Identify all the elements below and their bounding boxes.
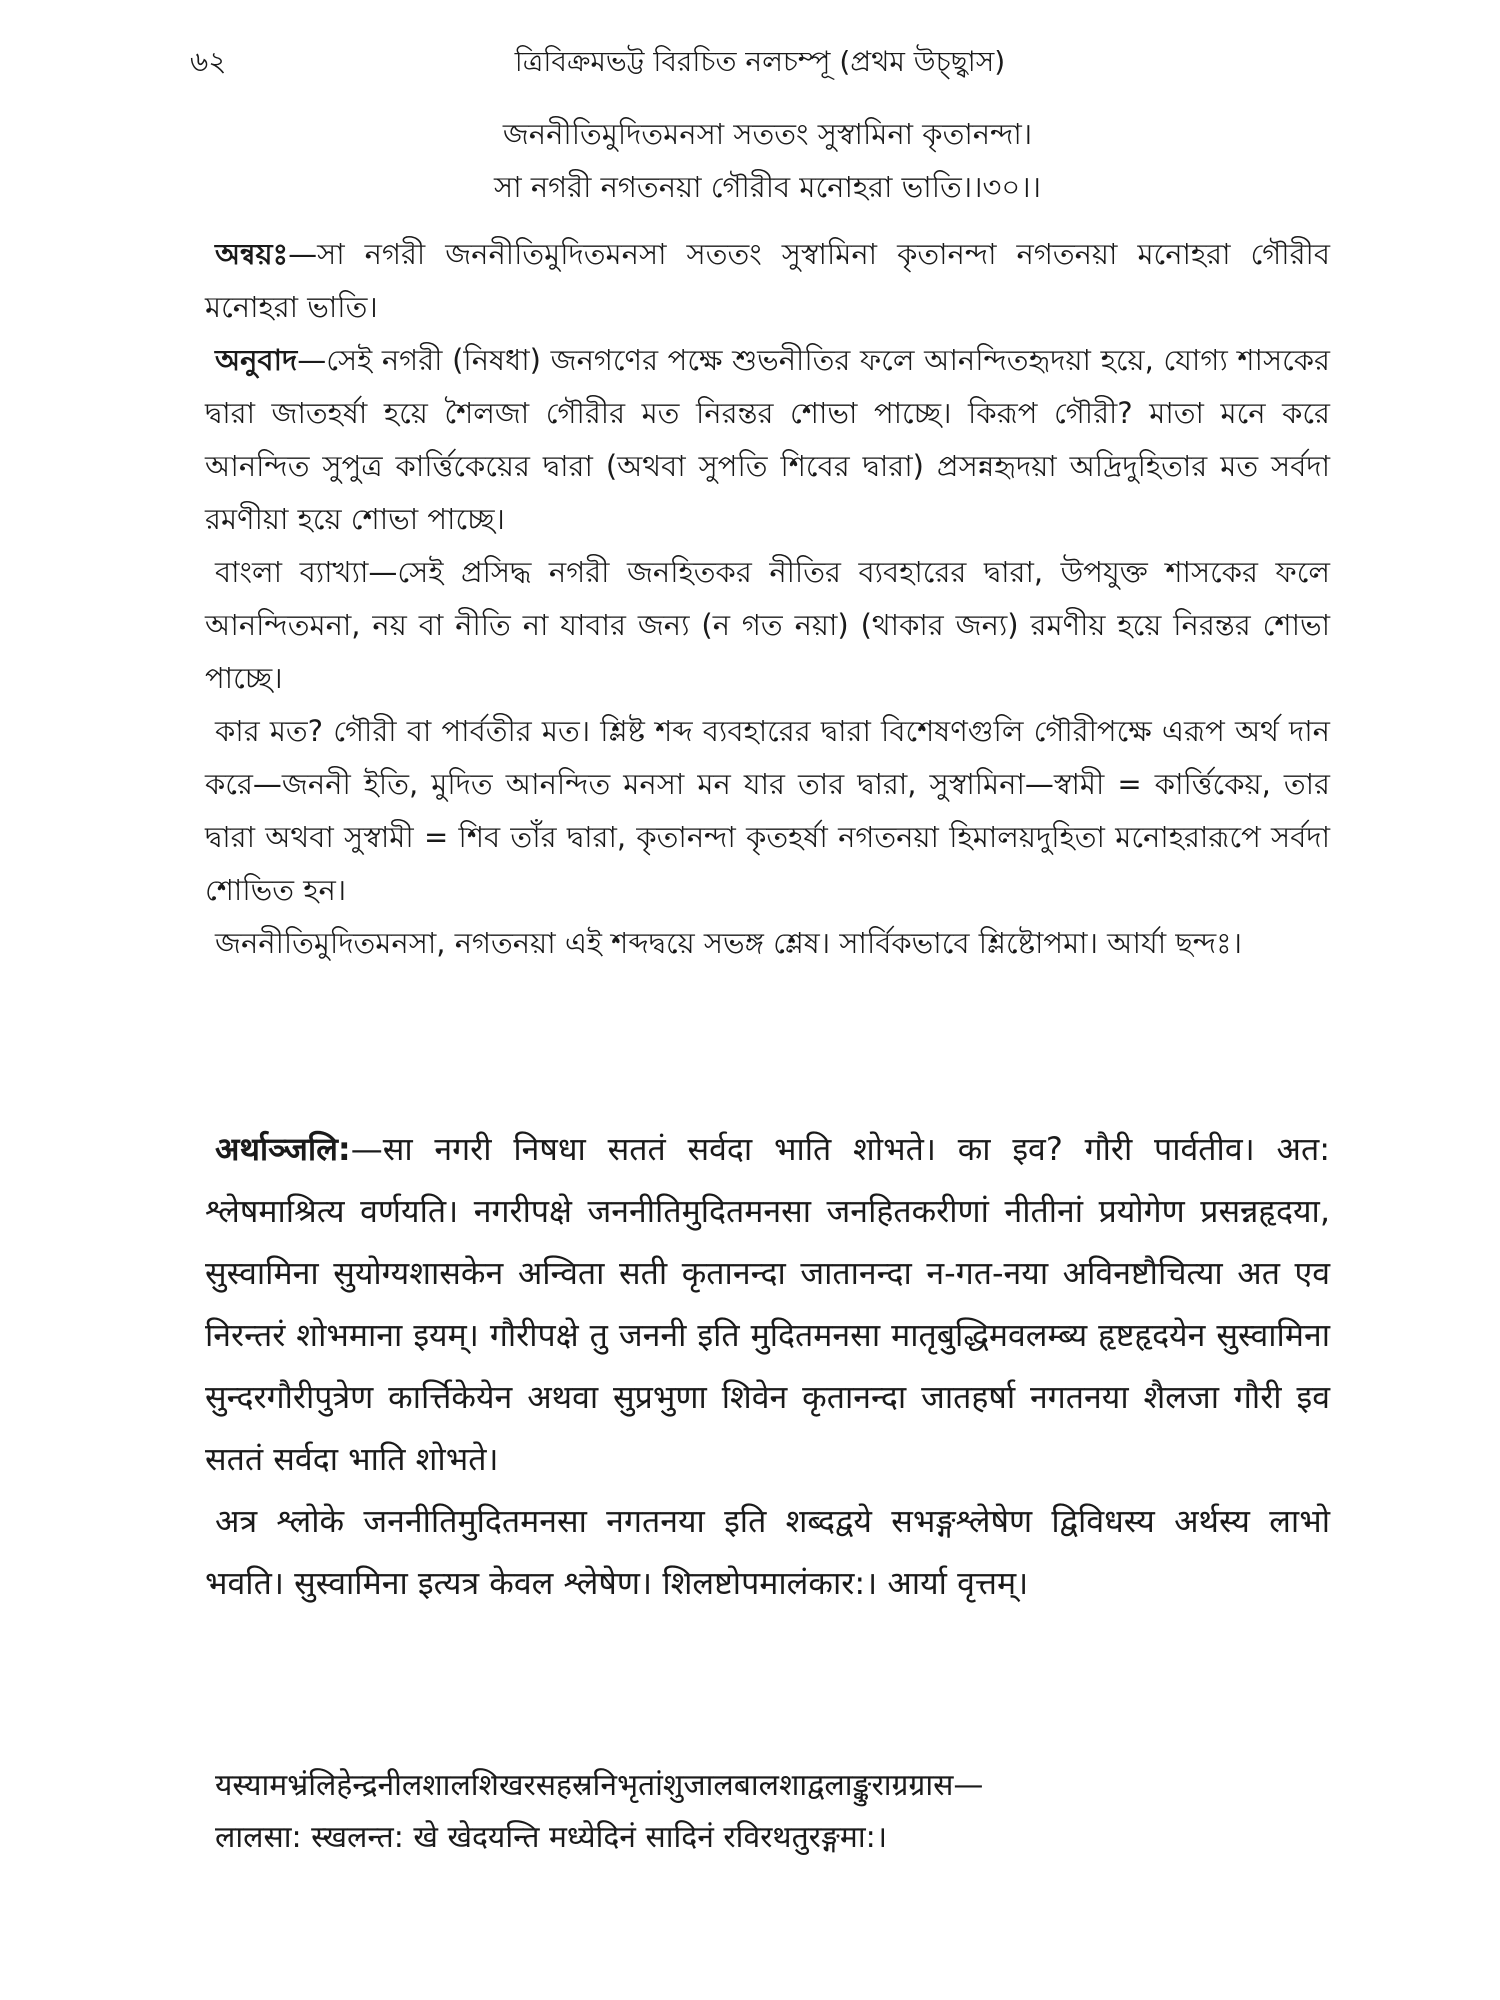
page-number: ৬২: [190, 45, 227, 78]
atra-shloke-paragraph: अत्र श्लोके जननीतिमुदितमनसा नगतनया इति शब्दद्वये सभङ्गश्लेषेण द्विविधस्य अर्थस्य लाभो भवति। सुस्वामिना इत्यत्र केवल श्लेषेण। शिलष्टोपमालंकार:। आर्या वृत्तम्।: [205, 1502, 1330, 1602]
page-header: [190, 40, 1330, 90]
bangla-vyakhya-paragraph: বাংলা ব্যাখ্যা—সেই প্রসিদ্ধ নগরী জনহিতকর নীতির ব্যবহারের দ্বারা, উপযুক্ত শাসকের ফলে আনন্দিতমনা, নয় বা নীতি না যাবার জন্য (ন গত নয়া) (থাকার জন্য) রমণীয় হয়ে নিরন্তর শোভা পাচ্ছে।: [205, 555, 1330, 695]
anvaya-label: অন্বয়ঃ: [215, 237, 289, 271]
arthanjali-paragraph: [205, 1118, 1330, 1490]
anvaya-paragraph: [205, 228, 1330, 334]
arthanjali-label: अर्थाञ्जलि:: [215, 1130, 351, 1168]
verse-30: [205, 108, 1330, 214]
bengali-commentary: [205, 228, 1330, 970]
anvaya-text: —সা নগরী জননীতিমুদিতমনসা সততং সুস্বামিনা কৃতানন্দা নগতনয়া মনোহরা গৌরীব মনোহরা ভাতি।: [205, 237, 1330, 324]
shlesh-note-paragraph: জননীতিমুদিতমনসা, নগতনয়া এই শব্দদ্বয়ে সভঙ্গ শ্লেষ। সার্বিকভাবে শ্লিষ্টোপমা। আর্যা ছন্দঃ।: [215, 926, 1243, 960]
next-verse-line-2: लालसा: स्खलन्त: खे खेदयन्ति मध्येदिनं सादिनं रविरथतुरङ्गमा:।: [215, 1820, 888, 1855]
anubad-paragraph: [205, 334, 1330, 546]
verse-line-1: জননীতিমুদিতমনসা সততং সুস্বামিনা কৃতানন্দা।: [502, 117, 1033, 151]
anubad-text: —সেই নগরী (নিষধা) জনগণের পক্ষে শুভনীতির ফলে আনন্দিতহৃদয়া হয়ে, যোগ্য শাসকের দ্বারা জাতহর্ষা হয়ে শৈলজা গৌরীর মত নিরন্তর শোভা পাচ্ছে। কিরূপ গৌরী? মাতা মনে করে আনন্দিত সুপুত্র কার্ত্তিকেয়ের দ্বারা (অথবা সুপতি শিবের দ্বারা) প্রসন্নহৃদয়া অদ্রিদুহিতার মত সর্বদা রমণীয়া হয়ে শোভা পাচ্ছে।: [205, 343, 1330, 536]
sanskrit-commentary: [205, 1118, 1330, 1614]
next-verse: [205, 1760, 1330, 1864]
kar-mato-paragraph: কার মত? গৌরী বা পার্বতীর মত। শ্লিষ্ট শব্দ ব্যবহারের দ্বারা বিশেষণগুলি গৌরীপক্ষে এরূপ অর্থ দান করে—জননী ইতি, মুদিত আনন্দিত মনসা মন যার তার দ্বারা, সুস্বামিনা—স্বামী = কার্ত্তিকেয়, তার দ্বারা অথবা সুস্বামী = শিব তাঁর দ্বারা, কৃতানন্দা কৃতহর্ষা নগতনয়া হিমালয়দুহিতা মনোহরারূপে সর্বদা শোভিত হন।: [205, 714, 1330, 907]
next-verse-line-1: यस्यामभ्रंलिहेन्द्रनीलशालशिखरसहस्रनिभृतांशुजालबालशाद्वलाङ्कुराग्रग्रास—: [215, 1768, 984, 1803]
verse-line-2: সা নগরী নগতনয়া গৌরীব মনোহরা ভাতি।।৩০।।: [494, 170, 1041, 204]
anubad-label: অনুবাদ: [215, 343, 298, 377]
arthanjali-text: —सा नगरी निषधा सततं सर्वदा भाति शोभते। का इव? गौरी पार्वतीव। अत: श्लेषमाश्रित्य वर्णयति। नगरीपक्षे जननीतिमुदितमनसा जनहितकरीणां नीतीनां प्रयोगेण प्रसन्नहृदया, सुस्वामिना सुयोग्यशासकेन अन्विता सती कृतानन्दा जातानन्दा न-गत-नया अविनष्टौचित्या अत एव निरन्तरं शोभमाना इयम्। गौरीपक्षे तु जननी इति मुदितमनसा मातृबुद्धिमवलम्ब्य हृष्टहृदयेन सुस्वामिना सुन्दरगौरीपुत्रेण कार्त्तिकेयेन अथवा सुप्रभुणा शिवेन कृतानन्दा जातहर्षा नगतनया शैलजा गौरी इव सततं सर्वदा भाति शोभते।: [205, 1130, 1330, 1478]
running-title: ত্রিবিক্রমভট্ট বিরচিত নলচম্পূ (প্রথম উচ্ছ্বাস): [514, 45, 1006, 78]
